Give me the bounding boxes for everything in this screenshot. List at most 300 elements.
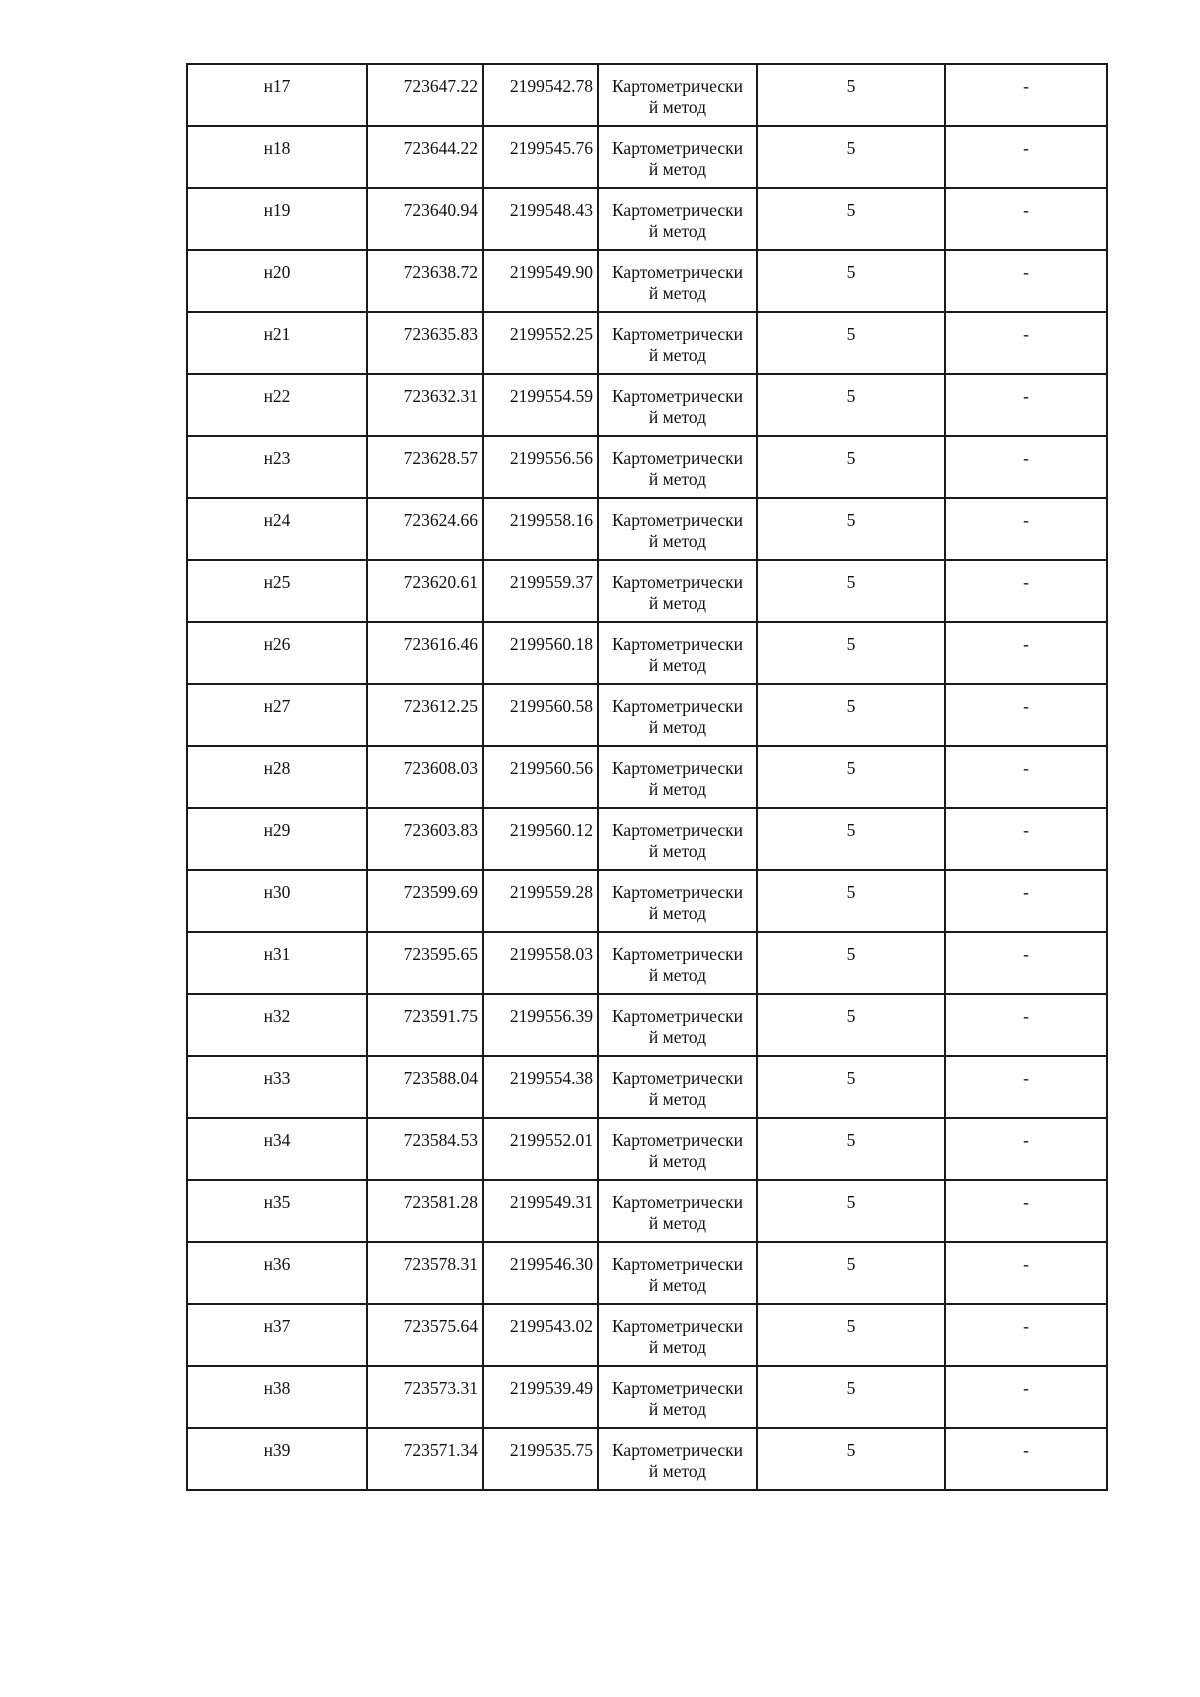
method-text-line1: Картометрически <box>611 634 744 654</box>
x-coordinate-value: 723640.94 <box>403 200 478 220</box>
x-coordinate-cell <box>367 808 483 870</box>
y-coordinate-value: 2199558.16 <box>509 510 593 530</box>
table-row <box>187 1366 1107 1428</box>
x-coordinate-value: 723595.65 <box>403 944 478 964</box>
method-text <box>599 65 756 118</box>
accuracy-value: 5 <box>846 200 856 220</box>
accuracy-value: 5 <box>846 696 856 716</box>
y-coordinate-value: 2199554.59 <box>509 386 593 406</box>
point-label: н20 <box>263 262 291 282</box>
method-text <box>599 437 756 490</box>
method-cell <box>598 1056 757 1118</box>
method-cell <box>598 64 757 126</box>
table-row <box>187 746 1107 808</box>
method-text <box>599 933 756 986</box>
description-value: - <box>1023 944 1029 964</box>
description-value: - <box>1023 138 1029 158</box>
accuracy-cell <box>757 1304 945 1366</box>
method-text <box>599 499 756 552</box>
point-cell <box>187 1304 367 1366</box>
point-label: н18 <box>263 138 291 158</box>
x-coordinate-value: 723638.72 <box>403 262 478 282</box>
accuracy-cell <box>757 250 945 312</box>
point-cell <box>187 1056 367 1118</box>
method-cell <box>598 1428 757 1490</box>
description-value: - <box>1023 324 1029 344</box>
method-text-line1: Картометрически <box>611 820 744 840</box>
description-cell <box>945 1304 1107 1366</box>
description-cell <box>945 1180 1107 1242</box>
method-text-line2: й метод <box>648 903 707 923</box>
x-coordinate-value: 723588.04 <box>403 1068 478 1088</box>
point-label: н27 <box>263 696 291 716</box>
y-coordinate-cell <box>483 932 598 994</box>
method-text-line2: й метод <box>648 1461 707 1481</box>
accuracy-value: 5 <box>846 634 856 654</box>
point-label: н23 <box>263 448 291 468</box>
point-cell <box>187 932 367 994</box>
y-coordinate-value: 2199545.76 <box>509 138 593 158</box>
point-cell <box>187 1118 367 1180</box>
method-text-line2: й метод <box>648 1089 707 1109</box>
method-text-line1: Картометрически <box>611 1316 744 1336</box>
method-cell <box>598 746 757 808</box>
description-cell <box>945 126 1107 188</box>
y-coordinate-cell <box>483 684 598 746</box>
y-coordinate-cell <box>483 1428 598 1490</box>
x-coordinate-cell <box>367 1242 483 1304</box>
method-text <box>599 623 756 676</box>
point-label: н26 <box>263 634 291 654</box>
method-text-line1: Картометрически <box>611 1130 744 1150</box>
x-coordinate-cell <box>367 188 483 250</box>
y-coordinate-cell <box>483 64 598 126</box>
method-text-line1: Картометрически <box>611 696 744 716</box>
method-text <box>599 1119 756 1172</box>
table-row <box>187 1180 1107 1242</box>
x-coordinate-cell <box>367 1366 483 1428</box>
x-coordinate-value: 723616.46 <box>403 634 478 654</box>
y-coordinate-value: 2199560.18 <box>509 634 593 654</box>
method-text-line2: й метод <box>648 531 707 551</box>
method-cell <box>598 560 757 622</box>
method-text-line1: Картометрически <box>611 758 744 778</box>
point-cell <box>187 994 367 1056</box>
method-cell <box>598 622 757 684</box>
method-text-line2: й метод <box>648 779 707 799</box>
x-coordinate-cell <box>367 932 483 994</box>
y-coordinate-value: 2199549.31 <box>509 1192 593 1212</box>
table-row <box>187 994 1107 1056</box>
accuracy-value: 5 <box>846 882 856 902</box>
accuracy-value: 5 <box>846 510 856 530</box>
method-text-line1: Картометрически <box>611 324 744 344</box>
description-value: - <box>1023 1192 1029 1212</box>
accuracy-cell <box>757 1118 945 1180</box>
method-text-line2: й метод <box>648 717 707 737</box>
point-cell <box>187 188 367 250</box>
method-text-line2: й метод <box>648 159 707 179</box>
point-label: н22 <box>263 386 291 406</box>
point-label: н31 <box>263 944 291 964</box>
x-coordinate-cell <box>367 126 483 188</box>
x-coordinate-value: 723612.25 <box>403 696 478 716</box>
method-text-line2: й метод <box>648 1027 707 1047</box>
method-text <box>599 685 756 738</box>
method-cell <box>598 684 757 746</box>
description-value: - <box>1023 572 1029 592</box>
description-value: - <box>1023 386 1029 406</box>
point-label: н21 <box>263 324 291 344</box>
y-coordinate-cell <box>483 374 598 436</box>
accuracy-cell <box>757 560 945 622</box>
method-cell <box>598 126 757 188</box>
accuracy-cell <box>757 1428 945 1490</box>
table-row <box>187 622 1107 684</box>
description-cell <box>945 870 1107 932</box>
x-coordinate-cell <box>367 994 483 1056</box>
accuracy-cell <box>757 1180 945 1242</box>
table-row <box>187 808 1107 870</box>
method-text-line2: й метод <box>648 1399 707 1419</box>
accuracy-value: 5 <box>846 1254 856 1274</box>
x-coordinate-cell <box>367 312 483 374</box>
description-cell <box>945 1242 1107 1304</box>
accuracy-cell <box>757 374 945 436</box>
point-cell <box>187 64 367 126</box>
y-coordinate-cell <box>483 1056 598 1118</box>
point-label: н37 <box>263 1316 291 1336</box>
method-text <box>599 127 756 180</box>
point-label: н28 <box>263 758 291 778</box>
method-cell <box>598 1180 757 1242</box>
table-row <box>187 1242 1107 1304</box>
method-text <box>599 313 756 366</box>
description-value: - <box>1023 1254 1029 1274</box>
description-cell <box>945 436 1107 498</box>
method-text <box>599 561 756 614</box>
method-cell <box>598 808 757 870</box>
description-cell <box>945 1428 1107 1490</box>
point-cell <box>187 1242 367 1304</box>
table-row <box>187 932 1107 994</box>
accuracy-cell <box>757 994 945 1056</box>
y-coordinate-cell <box>483 1242 598 1304</box>
method-text <box>599 375 756 428</box>
accuracy-value: 5 <box>846 138 856 158</box>
x-coordinate-cell <box>367 250 483 312</box>
method-text-line1: Картометрически <box>611 1068 744 1088</box>
accuracy-value: 5 <box>846 1006 856 1026</box>
x-coordinate-cell <box>367 1118 483 1180</box>
description-cell <box>945 684 1107 746</box>
point-label: н38 <box>263 1378 291 1398</box>
method-text-line1: Картометрически <box>611 262 744 282</box>
y-coordinate-cell <box>483 498 598 560</box>
point-label: н33 <box>263 1068 291 1088</box>
accuracy-value: 5 <box>846 820 856 840</box>
accuracy-value: 5 <box>846 1378 856 1398</box>
method-cell <box>598 436 757 498</box>
x-coordinate-value: 723599.69 <box>403 882 478 902</box>
description-value: - <box>1023 448 1029 468</box>
y-coordinate-value: 2199559.28 <box>509 882 593 902</box>
method-text-line2: й метод <box>648 1213 707 1233</box>
method-cell <box>598 1118 757 1180</box>
point-cell <box>187 622 367 684</box>
method-text-line2: й метод <box>648 1151 707 1171</box>
method-text-line2: й метод <box>648 841 707 861</box>
accuracy-cell <box>757 746 945 808</box>
x-coordinate-cell <box>367 1428 483 1490</box>
table-row <box>187 436 1107 498</box>
x-coordinate-value: 723573.31 <box>403 1378 478 1398</box>
accuracy-cell <box>757 1242 945 1304</box>
method-text-line2: й метод <box>648 593 707 613</box>
point-cell <box>187 498 367 560</box>
description-value: - <box>1023 1378 1029 1398</box>
point-label: н30 <box>263 882 291 902</box>
description-cell <box>945 746 1107 808</box>
description-cell <box>945 250 1107 312</box>
accuracy-cell <box>757 1056 945 1118</box>
description-value: - <box>1023 696 1029 716</box>
x-coordinate-cell <box>367 498 483 560</box>
table-row <box>187 684 1107 746</box>
y-coordinate-value: 2199552.25 <box>509 324 593 344</box>
description-cell <box>945 188 1107 250</box>
accuracy-value: 5 <box>846 1130 856 1150</box>
accuracy-cell <box>757 188 945 250</box>
accuracy-cell <box>757 622 945 684</box>
description-value: - <box>1023 1006 1029 1026</box>
point-cell <box>187 250 367 312</box>
method-text <box>599 251 756 304</box>
y-coordinate-cell <box>483 560 598 622</box>
y-coordinate-cell <box>483 188 598 250</box>
x-coordinate-value: 723644.22 <box>403 138 478 158</box>
table-row <box>187 498 1107 560</box>
x-coordinate-value: 723632.31 <box>403 386 478 406</box>
method-cell <box>598 250 757 312</box>
table-row <box>187 188 1107 250</box>
accuracy-value: 5 <box>846 324 856 344</box>
y-coordinate-cell <box>483 436 598 498</box>
accuracy-value: 5 <box>846 448 856 468</box>
method-text-line2: й метод <box>648 1275 707 1295</box>
y-coordinate-value: 2199548.43 <box>509 200 593 220</box>
method-text-line2: й метод <box>648 221 707 241</box>
y-coordinate-value: 2199549.90 <box>509 262 593 282</box>
method-text-line1: Картометрически <box>611 944 744 964</box>
method-text-line1: Картометрически <box>611 200 744 220</box>
method-cell <box>598 870 757 932</box>
method-text <box>599 1243 756 1296</box>
table-row <box>187 1304 1107 1366</box>
y-coordinate-value: 2199546.30 <box>509 1254 593 1274</box>
accuracy-value: 5 <box>846 262 856 282</box>
description-cell <box>945 498 1107 560</box>
accuracy-cell <box>757 64 945 126</box>
y-coordinate-cell <box>483 1366 598 1428</box>
accuracy-cell <box>757 126 945 188</box>
point-cell <box>187 436 367 498</box>
method-text <box>599 1367 756 1420</box>
description-cell <box>945 808 1107 870</box>
accuracy-cell <box>757 870 945 932</box>
table-row <box>187 126 1107 188</box>
method-text <box>599 995 756 1048</box>
point-label: н36 <box>263 1254 291 1274</box>
method-text-line2: й метод <box>648 1337 707 1357</box>
y-coordinate-value: 2199543.02 <box>509 1316 593 1336</box>
x-coordinate-value: 723571.34 <box>403 1440 478 1460</box>
method-cell <box>598 312 757 374</box>
method-text <box>599 1057 756 1110</box>
method-cell <box>598 188 757 250</box>
x-coordinate-cell <box>367 374 483 436</box>
coordinates-table-body <box>187 64 1107 1490</box>
accuracy-cell <box>757 932 945 994</box>
description-value: - <box>1023 1316 1029 1336</box>
accuracy-value: 5 <box>846 386 856 406</box>
description-value: - <box>1023 1068 1029 1088</box>
x-coordinate-value: 723647.22 <box>403 76 478 96</box>
table-row <box>187 1428 1107 1490</box>
y-coordinate-value: 2199560.58 <box>509 696 593 716</box>
description-value: - <box>1023 200 1029 220</box>
y-coordinate-cell <box>483 808 598 870</box>
method-text-line2: й метод <box>648 345 707 365</box>
y-coordinate-value: 2199552.01 <box>509 1130 593 1150</box>
x-coordinate-cell <box>367 870 483 932</box>
table-row <box>187 870 1107 932</box>
method-text-line1: Картометрически <box>611 1440 744 1460</box>
y-coordinate-value: 2199542.78 <box>509 76 593 96</box>
y-coordinate-cell <box>483 126 598 188</box>
y-coordinate-cell <box>483 250 598 312</box>
x-coordinate-value: 723620.61 <box>403 572 478 592</box>
point-label: н24 <box>263 510 291 530</box>
method-text-line2: й метод <box>648 283 707 303</box>
y-coordinate-value: 2199554.38 <box>509 1068 593 1088</box>
x-coordinate-value: 723591.75 <box>403 1006 478 1026</box>
table-row <box>187 250 1107 312</box>
description-value: - <box>1023 820 1029 840</box>
accuracy-value: 5 <box>846 1192 856 1212</box>
coordinates-table <box>186 63 1108 1491</box>
method-cell <box>598 498 757 560</box>
method-text-line1: Картометрически <box>611 882 744 902</box>
method-text-line2: й метод <box>648 965 707 985</box>
method-text-line2: й метод <box>648 469 707 489</box>
x-coordinate-value: 723608.03 <box>403 758 478 778</box>
method-text <box>599 871 756 924</box>
table-row <box>187 374 1107 436</box>
x-coordinate-cell <box>367 684 483 746</box>
x-coordinate-value: 723575.64 <box>403 1316 478 1336</box>
method-text-line1: Картометрически <box>611 1254 744 1274</box>
description-cell <box>945 932 1107 994</box>
point-cell <box>187 1366 367 1428</box>
x-coordinate-value: 723624.66 <box>403 510 478 530</box>
y-coordinate-cell <box>483 1304 598 1366</box>
method-text-line2: й метод <box>648 655 707 675</box>
description-value: - <box>1023 1130 1029 1150</box>
x-coordinate-value: 723603.83 <box>403 820 478 840</box>
method-text-line1: Картометрически <box>611 1378 744 1398</box>
y-coordinate-value: 2199556.56 <box>509 448 593 468</box>
point-cell <box>187 374 367 436</box>
point-label: н39 <box>263 1440 291 1460</box>
method-cell <box>598 1366 757 1428</box>
y-coordinate-cell <box>483 870 598 932</box>
method-text <box>599 189 756 242</box>
method-cell <box>598 1242 757 1304</box>
y-coordinate-value: 2199539.49 <box>509 1378 593 1398</box>
description-value: - <box>1023 758 1029 778</box>
accuracy-value: 5 <box>846 1440 856 1460</box>
y-coordinate-cell <box>483 622 598 684</box>
method-text <box>599 1429 756 1482</box>
accuracy-value: 5 <box>846 1068 856 1088</box>
table-row <box>187 1118 1107 1180</box>
y-coordinate-cell <box>483 312 598 374</box>
x-coordinate-value: 723635.83 <box>403 324 478 344</box>
x-coordinate-cell <box>367 1056 483 1118</box>
x-coordinate-cell <box>367 436 483 498</box>
point-label: н25 <box>263 572 291 592</box>
accuracy-value: 5 <box>846 76 856 96</box>
accuracy-cell <box>757 498 945 560</box>
description-value: - <box>1023 76 1029 96</box>
x-coordinate-cell <box>367 64 483 126</box>
point-cell <box>187 870 367 932</box>
point-cell <box>187 746 367 808</box>
method-cell <box>598 374 757 436</box>
y-coordinate-value: 2199535.75 <box>509 1440 593 1460</box>
x-coordinate-value: 723628.57 <box>403 448 478 468</box>
x-coordinate-cell <box>367 622 483 684</box>
x-coordinate-value: 723581.28 <box>403 1192 478 1212</box>
description-cell <box>945 622 1107 684</box>
point-label: н29 <box>263 820 291 840</box>
description-value: - <box>1023 882 1029 902</box>
description-value: - <box>1023 262 1029 282</box>
accuracy-value: 5 <box>846 758 856 778</box>
description-value: - <box>1023 510 1029 530</box>
method-text-line1: Картометрически <box>611 1192 744 1212</box>
y-coordinate-cell <box>483 1180 598 1242</box>
description-cell <box>945 994 1107 1056</box>
method-cell <box>598 1304 757 1366</box>
accuracy-value: 5 <box>846 1316 856 1336</box>
y-coordinate-value: 2199556.39 <box>509 1006 593 1026</box>
method-text-line1: Картометрически <box>611 448 744 468</box>
accuracy-cell <box>757 436 945 498</box>
point-label: н17 <box>263 76 291 96</box>
method-text <box>599 747 756 800</box>
description-cell <box>945 374 1107 436</box>
description-cell <box>945 64 1107 126</box>
point-label: н35 <box>263 1192 291 1212</box>
description-cell <box>945 312 1107 374</box>
accuracy-cell <box>757 808 945 870</box>
y-coordinate-cell <box>483 1118 598 1180</box>
point-cell <box>187 684 367 746</box>
table-row <box>187 64 1107 126</box>
description-value: - <box>1023 634 1029 654</box>
